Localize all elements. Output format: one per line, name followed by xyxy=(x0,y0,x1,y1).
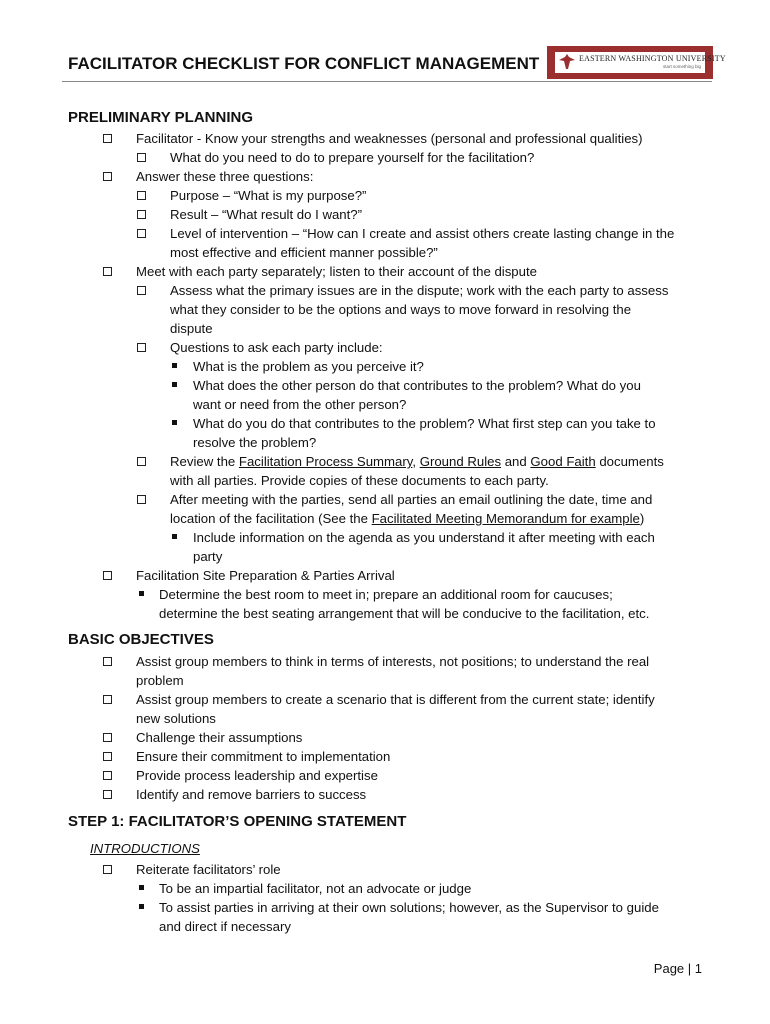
checklist-item-cont: problem xyxy=(136,673,184,688)
checkbox[interactable] xyxy=(137,191,146,200)
subheading-introductions: INTRODUCTIONS xyxy=(90,841,200,856)
checklist-item-cont: new solutions xyxy=(136,711,216,726)
checklist-item: Facilitation Site Preparation & Parties Arrival xyxy=(136,568,395,583)
bullet-item-cont: want or need from the other person? xyxy=(193,397,407,412)
checkbox[interactable] xyxy=(103,752,112,761)
checklist-item: Facilitator - Know your strengths and weaknesses (personal and professional qualities) xyxy=(136,131,643,146)
checkbox[interactable] xyxy=(103,267,112,276)
checkbox[interactable] xyxy=(137,495,146,504)
checklist-item: After meeting with the parties, send all parties an email outlining the date, time and xyxy=(170,492,653,507)
bullet-square-icon xyxy=(172,382,177,387)
bullet-square-icon xyxy=(139,591,144,596)
bullet-item-cont: party xyxy=(193,549,223,564)
checkbox[interactable] xyxy=(137,286,146,295)
link-good-faith[interactable]: Good Faith xyxy=(530,454,596,469)
checklist-item: Meet with each party separately; listen to their account of the dispute xyxy=(136,264,537,279)
bullet-item: To be an impartial facilitator, not an advocate or judge xyxy=(159,881,472,896)
university-logo xyxy=(547,46,726,79)
checklist-item-cont: with all parties. Provide copies of these documents to each party. xyxy=(170,473,549,488)
bullet-square-icon xyxy=(172,420,177,425)
checklist-item: Ensure their commitment to implementation xyxy=(136,749,391,764)
bullet-item-cont: resolve the problem? xyxy=(193,435,317,450)
text-segment: , xyxy=(412,454,420,469)
checkbox[interactable] xyxy=(103,657,112,666)
checkbox[interactable] xyxy=(137,343,146,352)
logo-name: EASTERN WASHINGTON UNIVERSITY xyxy=(579,54,726,63)
checklist-item: Reiterate facilitators’ role xyxy=(136,862,281,877)
checklist-item: Provide process leadership and expertise xyxy=(136,768,378,783)
checklist-item: Purpose – “What is my purpose?” xyxy=(170,188,367,203)
bullet-square-icon xyxy=(139,885,144,890)
checkbox[interactable] xyxy=(103,134,112,143)
checklist-item: Challenge their assumptions xyxy=(136,730,303,745)
checklist-item-cont xyxy=(170,509,644,528)
checkbox[interactable] xyxy=(103,865,112,874)
title-divider xyxy=(62,81,712,82)
checkbox[interactable] xyxy=(103,172,112,181)
bullet-item: Include information on the agenda as you understand it after meeting with each xyxy=(193,530,655,545)
text-segment: documents xyxy=(595,454,664,469)
checklist-item-cont: dispute xyxy=(170,321,213,336)
bullet-item: Determine the best room to meet in; prepare an additional room for caucuses; xyxy=(159,587,613,602)
bullet-square-icon xyxy=(139,904,144,909)
checklist-item: What do you need to do to prepare yourself for the facilitation? xyxy=(170,150,535,165)
bullet-item: What does the other person do that contributes to the problem? What do you xyxy=(193,378,641,393)
checklist-item: Result – “What result do I want?” xyxy=(170,207,363,222)
section-heading-basic-objectives: BASIC OBJECTIVES xyxy=(68,631,214,648)
link-facilitated-meeting-memorandum[interactable]: Facilitated Meeting Memorandum for example xyxy=(371,511,640,526)
logo-tagline: start something big xyxy=(662,64,701,69)
checkbox[interactable] xyxy=(137,153,146,162)
checklist-item: Level of intervention – “How can I create and assist others create lasting change in the xyxy=(170,226,675,241)
document-title: FACILITATOR CHECKLIST FOR CONFLICT MANAGEMENT xyxy=(68,54,540,73)
checklist-item: Assist group members to create a scenario that is different from the current state; identify xyxy=(136,692,655,707)
checklist-item: Assist group members to think in terms of interests, not positions; to understand the real xyxy=(136,654,650,669)
text-segment: and xyxy=(501,454,531,469)
checkbox[interactable] xyxy=(103,733,112,742)
checklist-item: Identify and remove barriers to success xyxy=(136,787,367,802)
bullet-item-cont: and direct if necessary xyxy=(159,919,291,934)
bullet-square-icon xyxy=(172,363,177,368)
checklist-item: Answer these three questions: xyxy=(136,169,314,184)
checkbox[interactable] xyxy=(103,571,112,580)
section-heading-step1: STEP 1: FACILITATOR’S OPENING STATEMENT xyxy=(68,813,407,830)
section-heading-preliminary: PRELIMINARY PLANNING xyxy=(68,109,254,126)
checkbox[interactable] xyxy=(137,229,146,238)
checklist-item: Questions to ask each party include: xyxy=(170,340,383,355)
eagle-icon xyxy=(558,54,576,70)
checkbox[interactable] xyxy=(137,210,146,219)
bullet-item: What is the problem as you perceive it? xyxy=(193,359,424,374)
checklist-item-cont: what they consider to be the options and ways to move forward in resolving the xyxy=(170,302,632,317)
bullet-item: To assist parties in arriving at their own solutions; however, as the Supervisor to guide xyxy=(159,900,659,915)
text-segment: location of the facilitation (See the xyxy=(170,511,372,526)
checkbox[interactable] xyxy=(103,790,112,799)
link-facilitation-process-summary[interactable]: Facilitation Process Summary xyxy=(238,454,413,469)
checkbox[interactable] xyxy=(137,457,146,466)
checklist-item-cont: most effective and efficient manner possible?” xyxy=(170,245,438,260)
bullet-item: What do you do that contributes to the problem? What first step can you take to xyxy=(193,416,656,431)
text-segment: ) xyxy=(639,511,645,526)
page-number: Page | 1 xyxy=(653,961,702,976)
logo-panel xyxy=(555,52,726,73)
bullet-square-icon xyxy=(172,534,177,539)
checklist-item: Assess what the primary issues are in the dispute; work with the each party to assess xyxy=(170,283,669,298)
bullet-item-cont: determine the best seating arrangement that will be conducive to the facilitation, etc. xyxy=(159,606,650,621)
checklist-item xyxy=(170,452,664,471)
link-ground-rules[interactable]: Ground Rules xyxy=(419,454,502,469)
checkbox[interactable] xyxy=(103,695,112,704)
text-segment: Review the xyxy=(170,454,239,469)
checkbox[interactable] xyxy=(103,771,112,780)
